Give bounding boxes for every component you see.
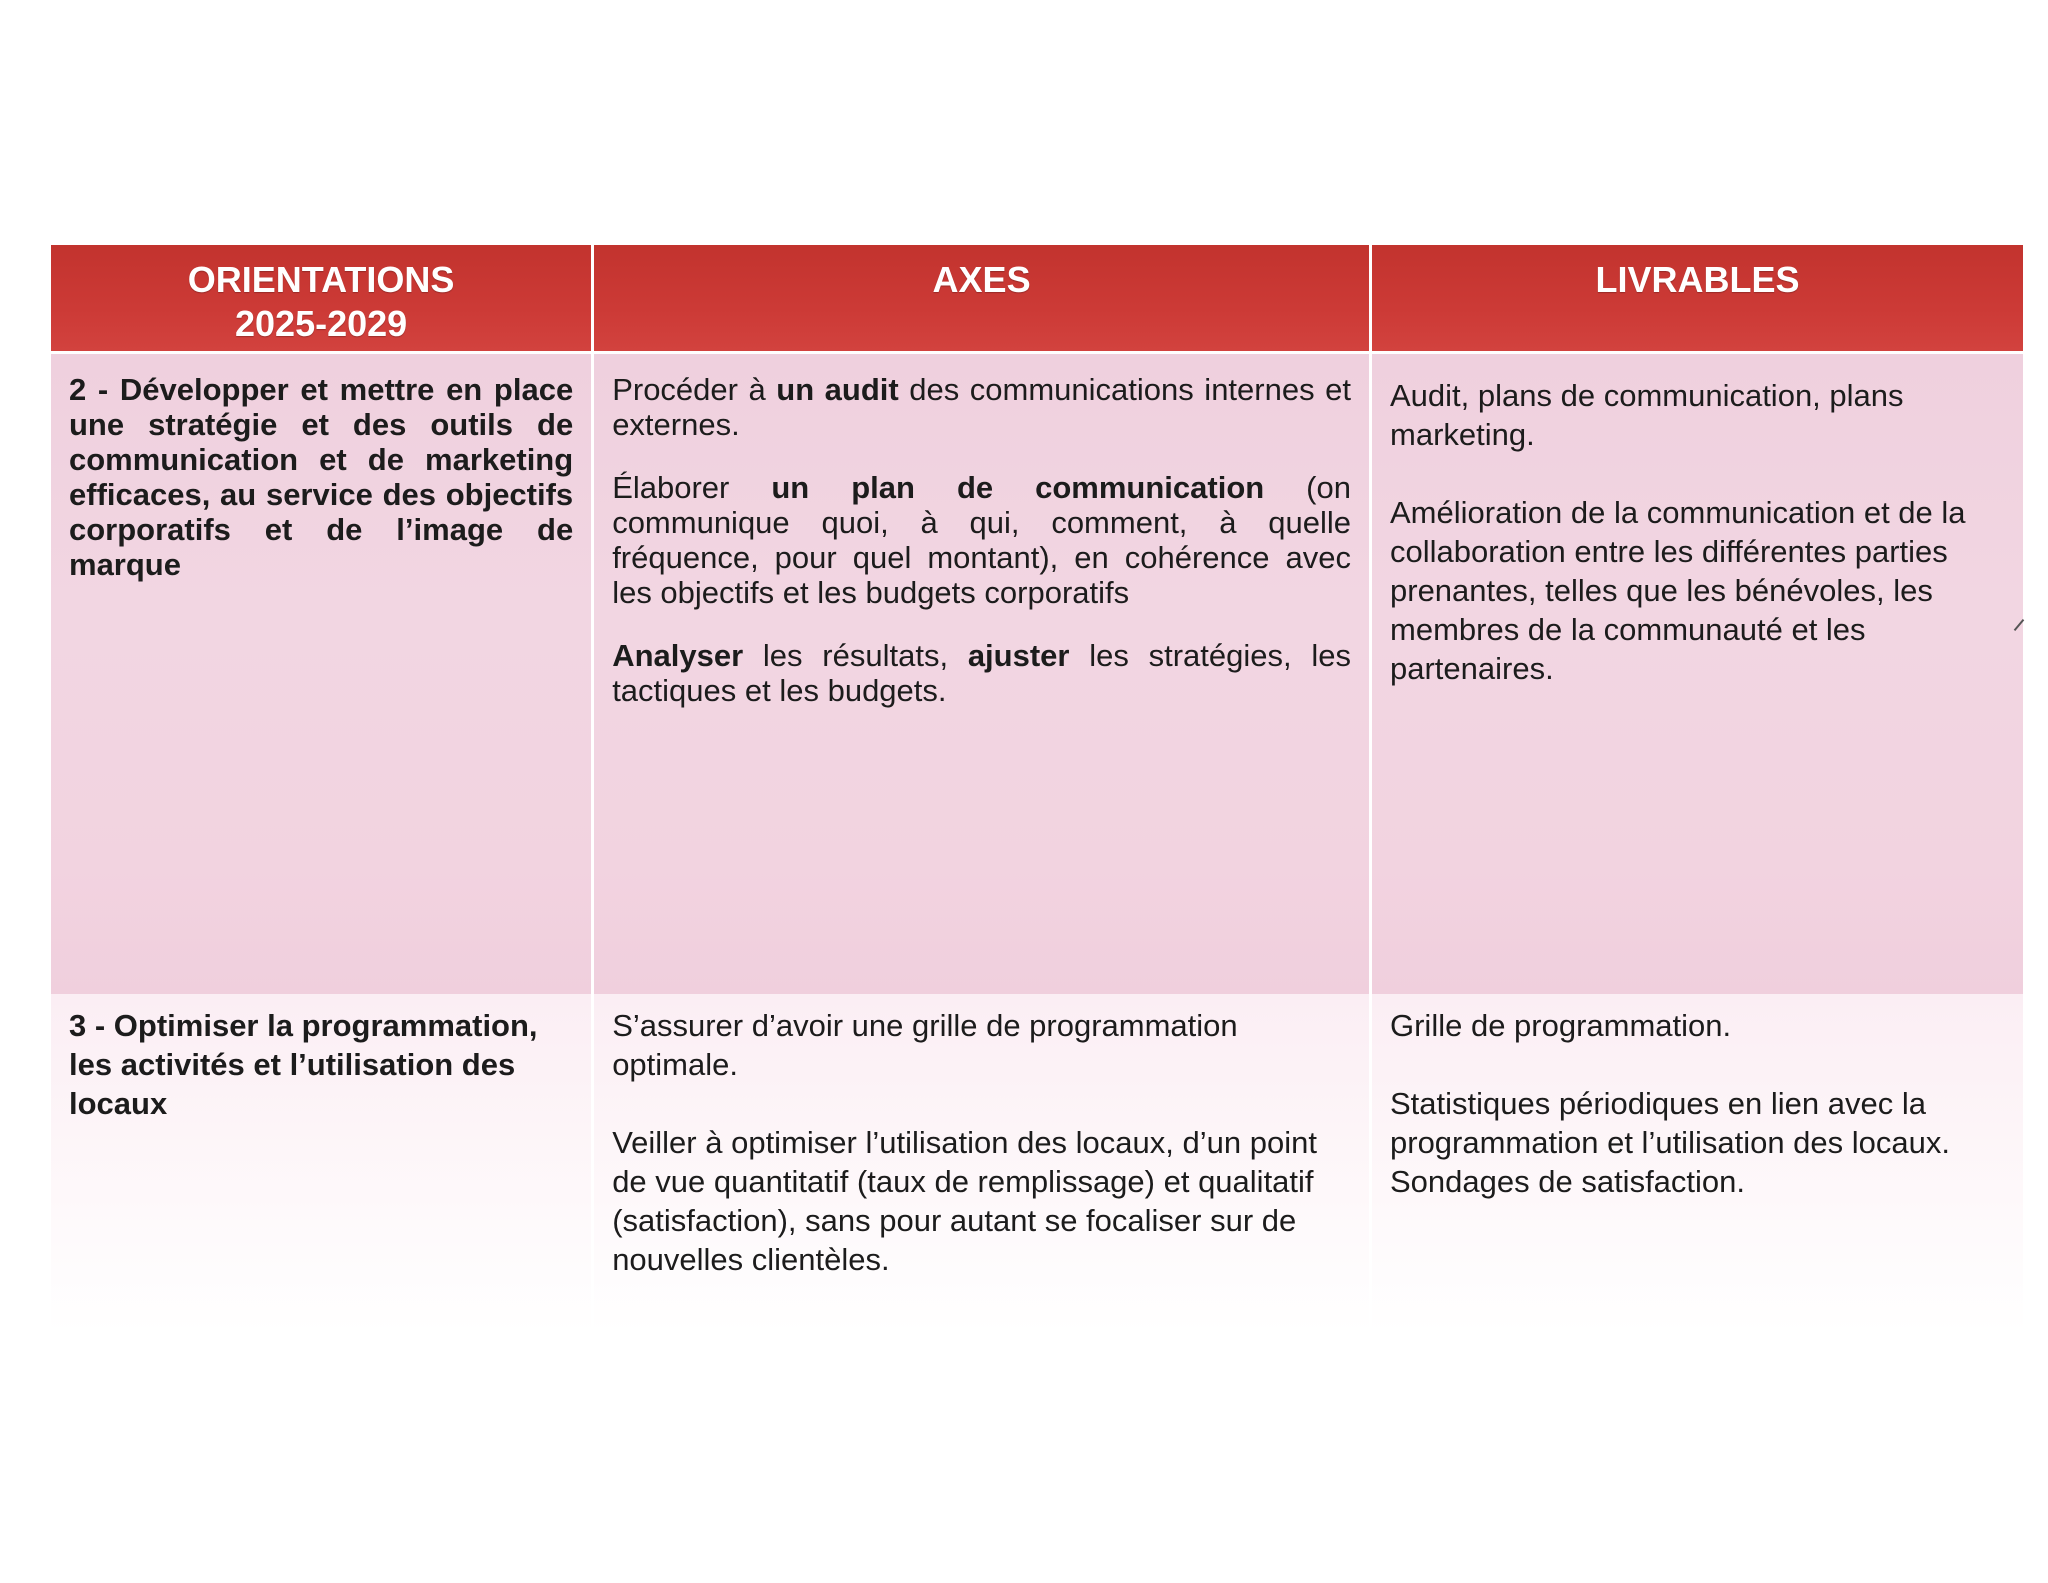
axes-2-plan: Élaborer un plan de communication (on communique quoi, à qui, comment, à quelle fréquence, pour quel montant), en cohérence avec les objectifs et les budgets corporatifs [612, 470, 1351, 610]
header-livrables [1372, 245, 2023, 351]
livrables-2 [1372, 354, 2023, 994]
axes-2-audit: Procéder à un audit des communications internes et externes. [612, 372, 1351, 442]
header-orientations [51, 245, 591, 351]
livrables-3-item: Statistiques périodiques en lien avec la programmation et l’utilisation des locaux. Sondages de satisfaction. [1390, 1086, 1950, 1199]
header-livrables-label: LIVRABLES [1595, 259, 1800, 300]
livrables-3 [1372, 994, 2023, 1334]
axes-3 [594, 994, 1369, 1334]
orientation-3: 3 - Optimiser la programmation, les activités et l’utilisation des locaux [51, 994, 591, 1334]
header-orientations-years: 2025-2029 [235, 303, 408, 344]
header-axes-label: AXES [932, 259, 1031, 300]
table-header-row [51, 245, 2023, 351]
header-axes [594, 245, 1369, 351]
orientation-2: 2 - Développer et mettre en place une stratégie et des outils de communication et de marketing efficaces, au service des objectifs corporatifs et de l’image de marque [51, 354, 591, 994]
axes-2 [594, 354, 1369, 994]
axes-3-item: S’assurer d’avoir une grille de programmation optimale. [612, 1008, 1238, 1082]
axes-2-analyse: Analyser les résultats, ajuster les stratégies, les tactiques et les budgets. [612, 638, 1351, 708]
livrables-3-item: Grille de programmation. [1390, 1008, 1732, 1043]
livrables-2-item: Audit, plans de communication, plans marketing. [1390, 378, 1904, 452]
orientations-table [51, 245, 2023, 1334]
table-row [51, 354, 2023, 994]
livrables-2-item: Amélioration de la communication et de la collaboration entre les différentes parties prenantes, telles que les bénévoles, les membres de la communauté et les partenaires. [1390, 495, 1966, 686]
table-row [51, 994, 2023, 1334]
header-orientations-title: ORIENTATIONS [187, 259, 455, 300]
axes-3-item: Veiller à optimiser l’utilisation des locaux, d’un point de vue quantitatif (taux de remplissage) et qualitatif (satisfaction), sans pour autant se focaliser sur de nouvelles clientèles. [612, 1125, 1317, 1277]
